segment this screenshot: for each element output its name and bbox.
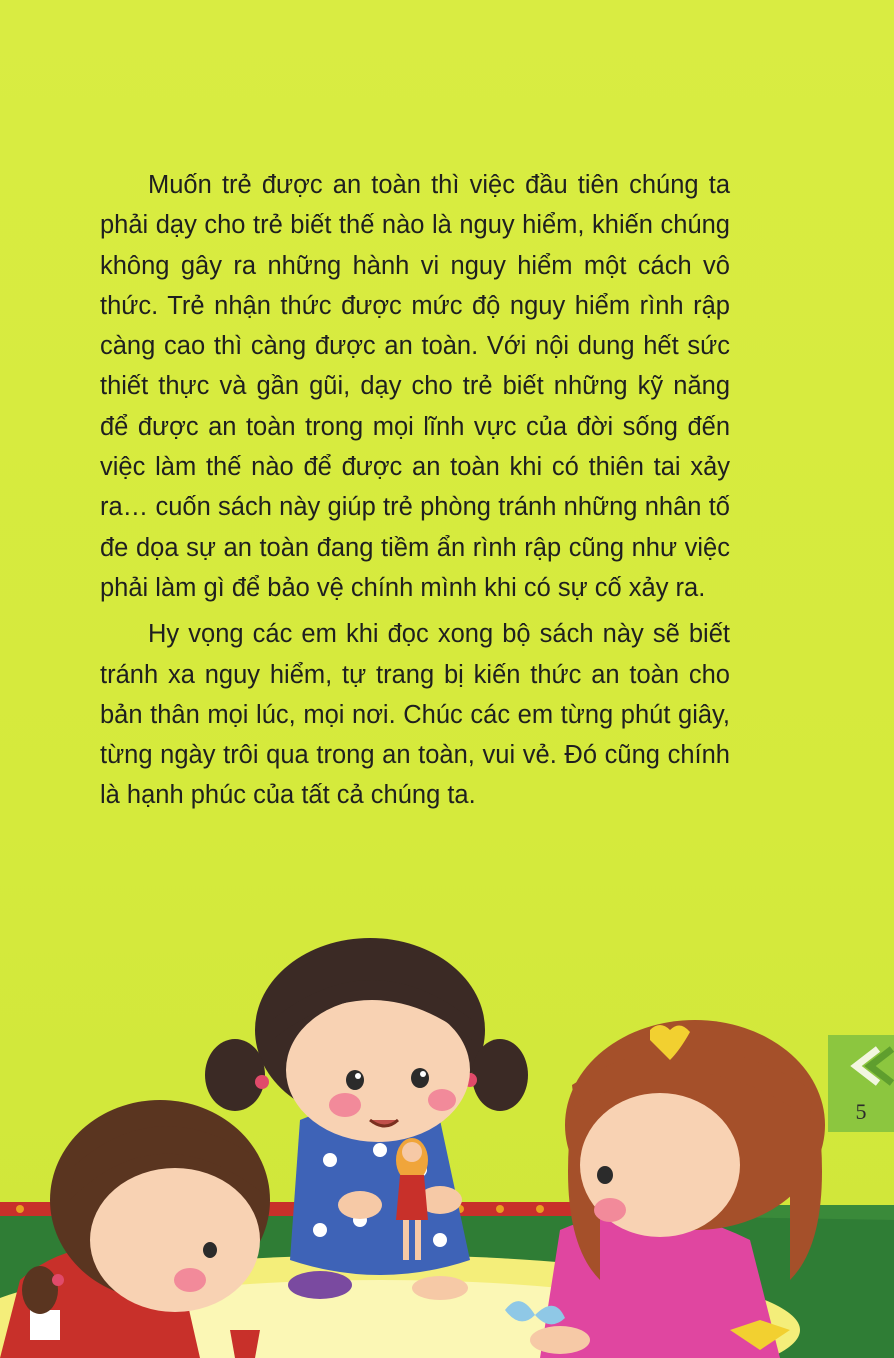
page-number: 5	[855, 1099, 867, 1124]
body-text	[100, 165, 730, 816]
children-playing-illustration	[0, 920, 894, 1358]
double-chevron-left-icon	[848, 1045, 894, 1087]
paragraph-1: Muốn trẻ được an toàn thì việc đầu tiên chúng ta phải dạy cho trẻ biết thế nào là nguy hiểm, khiến chúng không gây ra những hành vi nguy hiểm một cách vô thức. Trẻ nhận thức được mức độ nguy hiểm rình rập càng cao thì càng được an toàn. Với nội dung hết sức thiết thực và gần gũi, dạy cho trẻ biết những kỹ năng để được an toàn trong mọi lĩnh vực của đời sống đến việc làm thế nào để được an toàn khi có thiên tai xảy ra… cuốn sách này giúp trẻ phòng tránh những nhân tố đe dọa sự an toàn đang tiềm ẩn rình rập cũng như việc phải làm gì để bảo vệ chính mình khi có sự cố xảy ra.	[100, 171, 730, 602]
page-tab	[828, 1035, 894, 1132]
paragraph-2: Hy vọng các em khi đọc xong bộ sách này sẽ biết tránh xa nguy hiểm, tự trang bị kiến thức an toàn cho bản thân mọi lúc, mọi nơi. Chúc các em từng phút giây, từng ngày trôi qua trong an toàn, vui vẻ. Đó cũng chính là hạnh phúc của tất cả chúng ta.	[100, 620, 730, 810]
